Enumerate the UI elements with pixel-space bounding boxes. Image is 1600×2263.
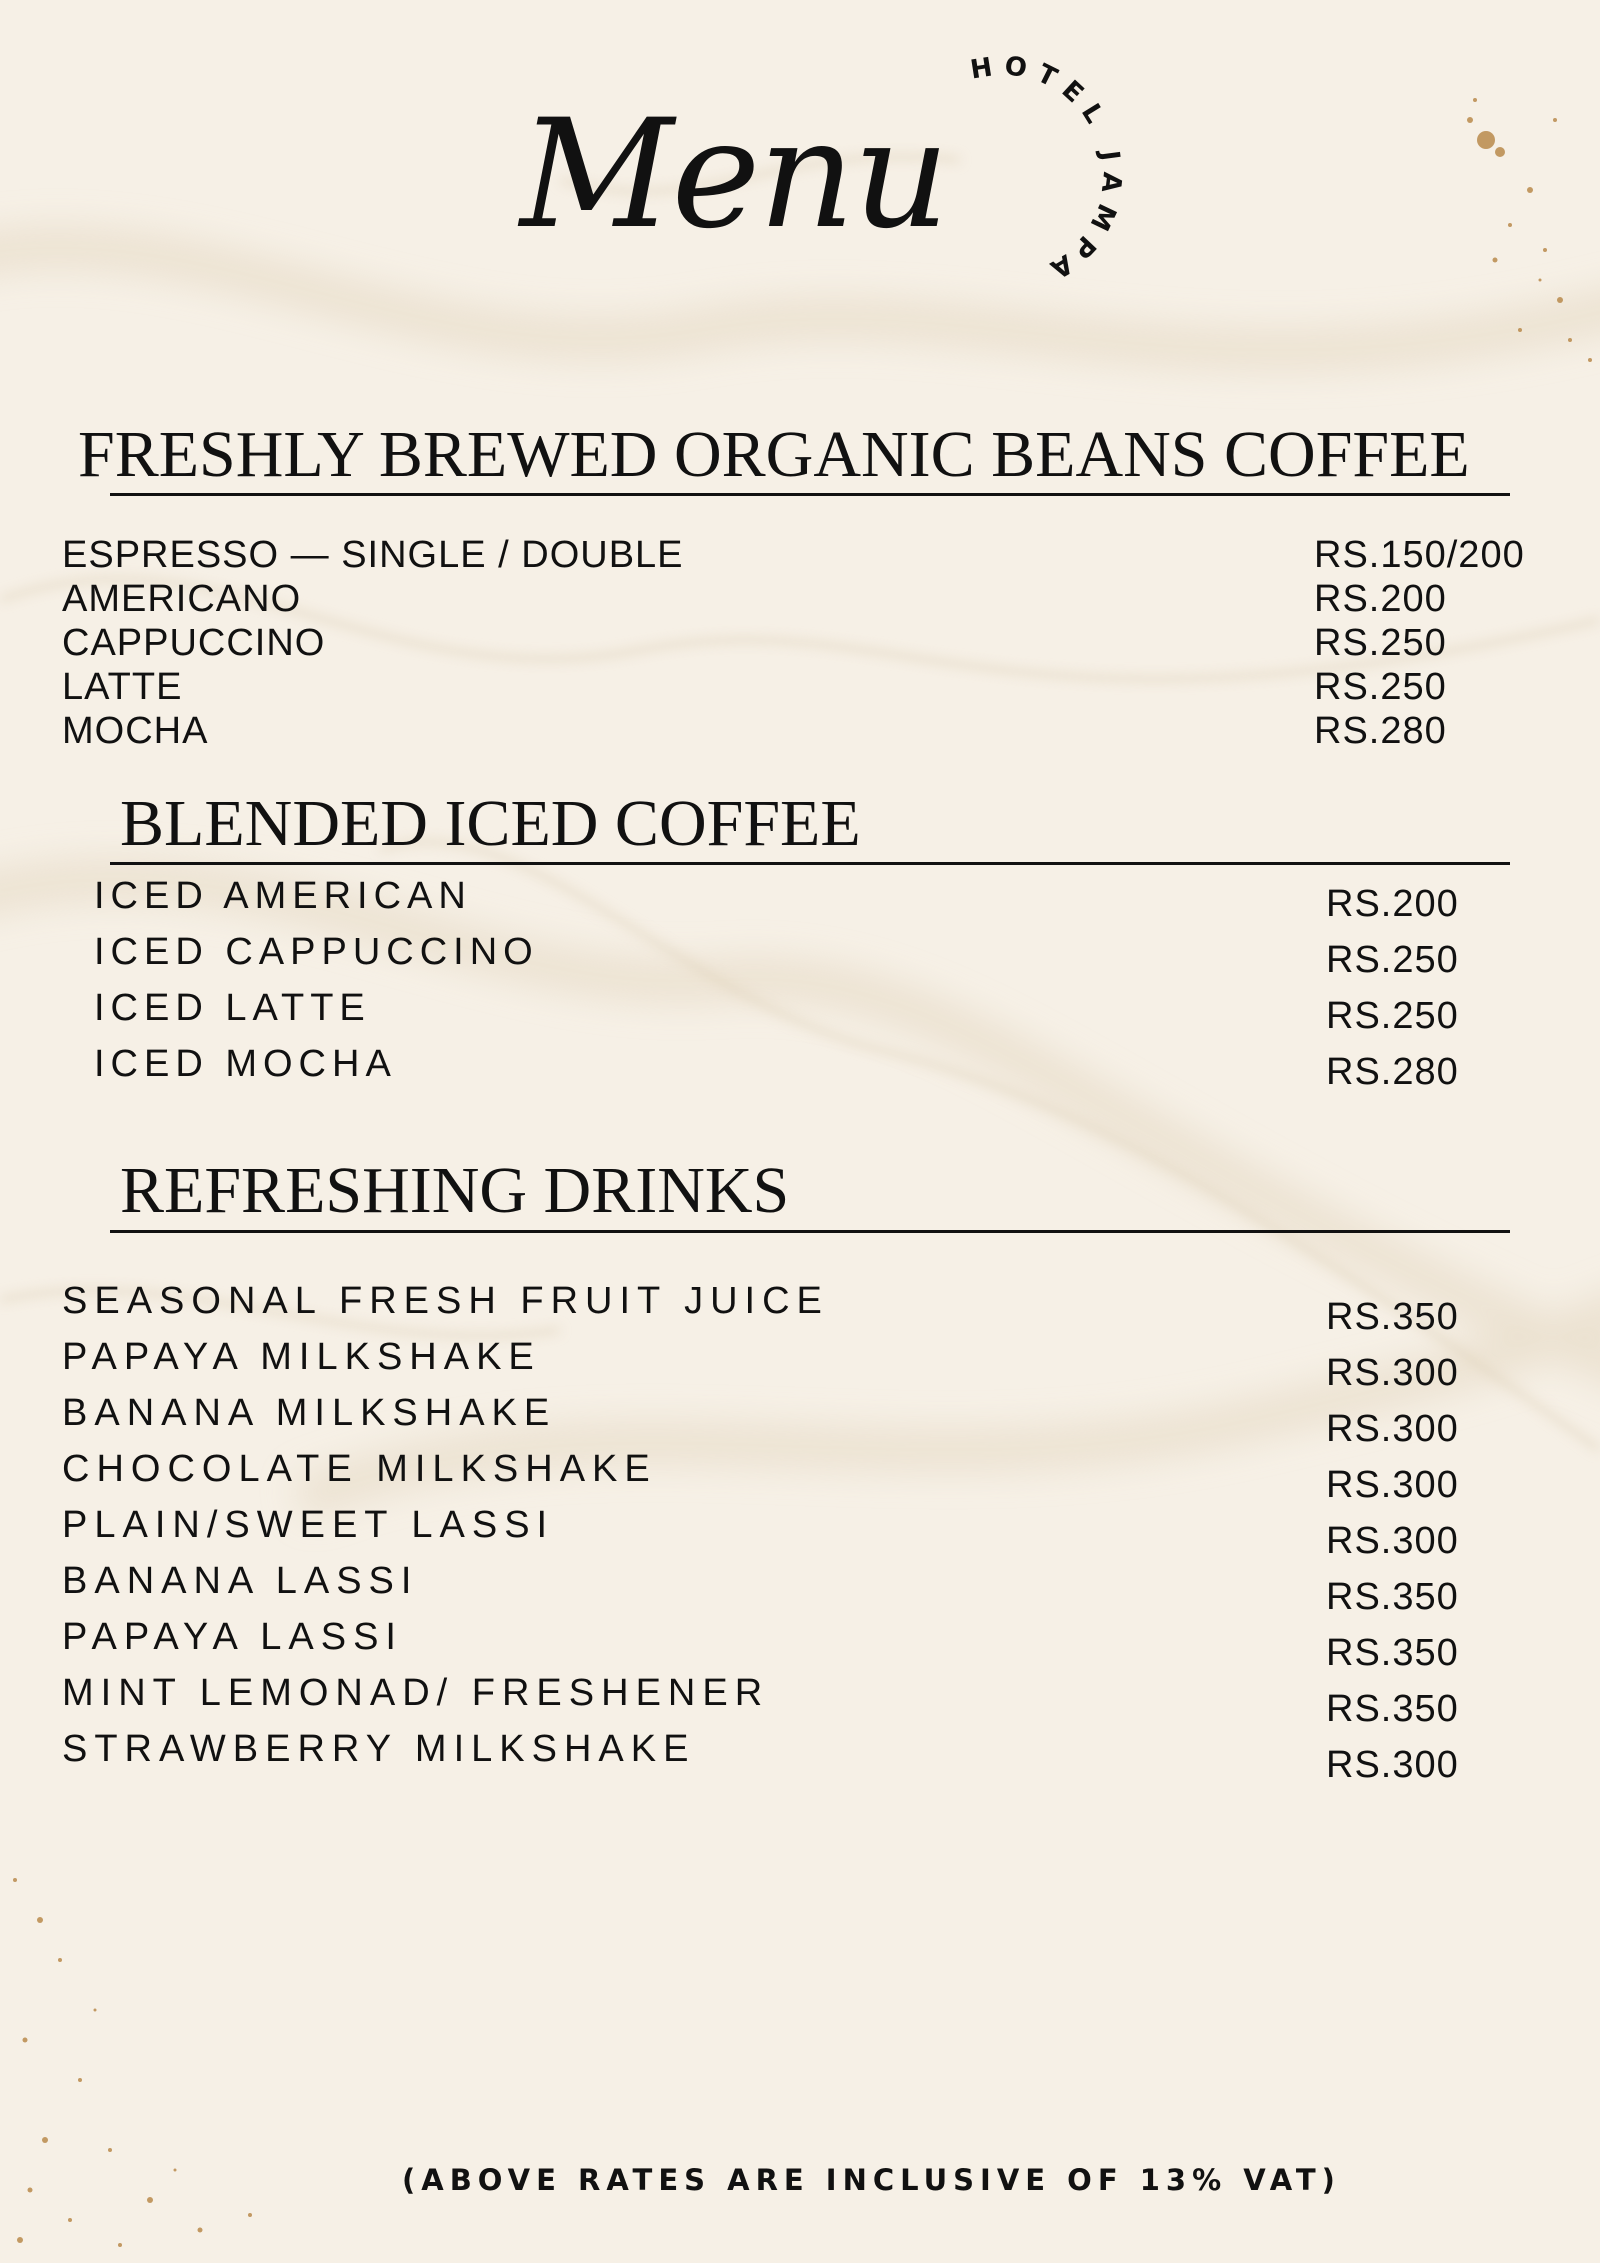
item-price: RS.300: [1326, 1352, 1459, 1394]
hotel-brand-seal: [868, 40, 1138, 310]
item-price: RS.250: [1326, 995, 1459, 1037]
item-price: RS.250: [1314, 666, 1447, 708]
item-price: RS.350: [1326, 1296, 1459, 1338]
svg-text:HOTEL JAMPA: [968, 51, 1127, 289]
item-name: ESPRESSO — SINGLE / DOUBLE: [62, 534, 684, 576]
section-title-coffee: FRESHLY BREWED ORGANIC BEANS COFFEE: [78, 418, 1470, 491]
section-divider: [110, 493, 1510, 496]
item-price: RS.250: [1314, 622, 1447, 664]
item-price: RS.200: [1314, 578, 1447, 620]
item-name: SEASONAL FRESH FRUIT JUICE: [62, 1280, 829, 1322]
item-price: RS.150/200: [1314, 534, 1525, 576]
section-divider: [110, 1230, 1510, 1233]
item-name: BANANA LASSI: [62, 1560, 419, 1602]
item-name: ICED AMERICAN: [94, 875, 472, 917]
brand-seal-text: HOTEL JAMPA: [968, 50, 1127, 289]
item-name: LATTE: [62, 666, 183, 708]
menu-title: Menu: [520, 88, 948, 262]
item-name: CHOCOLATE MILKSHAKE: [62, 1448, 657, 1490]
item-price: RS.350: [1326, 1576, 1459, 1618]
item-name: ICED CAPPUCCINO: [94, 931, 539, 973]
item-name: STRAWBERRY MILKSHAKE: [62, 1728, 696, 1770]
item-name: ICED MOCHA: [94, 1043, 397, 1085]
item-name: ICED LATTE: [94, 987, 371, 1029]
item-name: MOCHA: [62, 710, 209, 752]
item-price: RS.280: [1314, 710, 1447, 752]
item-price: RS.350: [1326, 1688, 1459, 1730]
section-title-refreshing-drinks: REFRESHING DRINKS: [120, 1154, 790, 1227]
section-title-iced-coffee: BLENDED ICED COFFEE: [120, 787, 861, 860]
item-price: RS.300: [1326, 1464, 1459, 1506]
item-name: PAPAYA MILKSHAKE: [62, 1336, 541, 1378]
item-name: PAPAYA LASSI: [62, 1616, 403, 1658]
vat-note: (ABOVE RATES ARE INCLUSIVE OF 13% VAT): [402, 2163, 1341, 2197]
item-name: PLAIN/SWEET LASSI: [62, 1504, 555, 1546]
item-price: RS.300: [1326, 1408, 1459, 1450]
item-price: RS.300: [1326, 1520, 1459, 1562]
item-name: BANANA MILKSHAKE: [62, 1392, 557, 1434]
item-price: RS.250: [1326, 939, 1459, 981]
section-divider: [110, 862, 1510, 865]
item-price: RS.350: [1326, 1632, 1459, 1674]
item-name: AMERICANO: [62, 578, 302, 620]
item-price: RS.280: [1326, 1051, 1459, 1093]
item-price: RS.200: [1326, 883, 1459, 925]
item-name: MINT LEMONAD/ FRESHENER: [62, 1672, 770, 1714]
item-name: CAPPUCCINO: [62, 622, 326, 664]
item-price: RS.300: [1326, 1744, 1459, 1786]
